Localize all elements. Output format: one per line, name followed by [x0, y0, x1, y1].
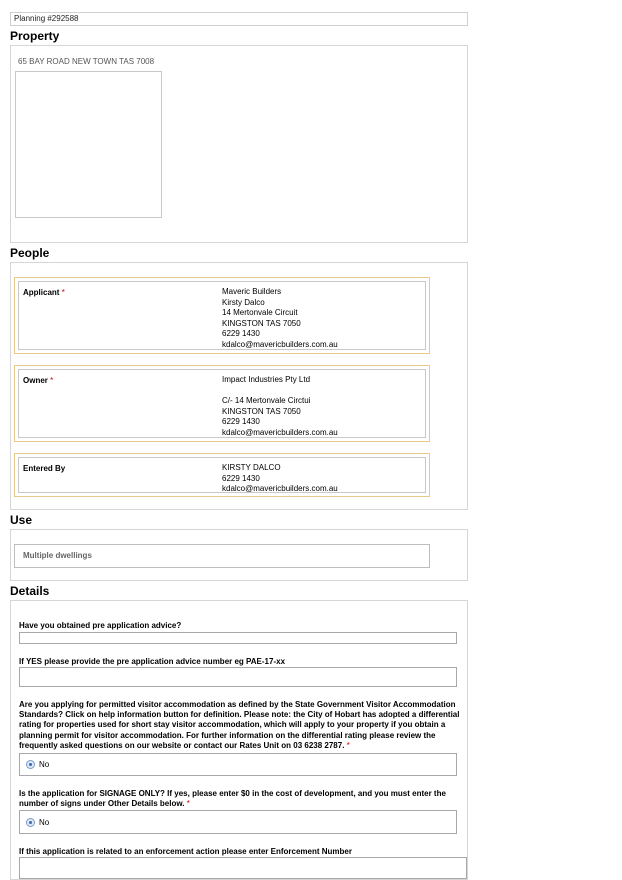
applicant-name: Kirsty Dalco — [222, 297, 265, 307]
radio-selected-icon[interactable] — [26, 818, 35, 827]
signage-only-question: Is the application for SIGNAGE ONLY? If yes, please enter $0 in the cost of development, and you must enter the number of signs under Other Details below. * — [19, 789, 446, 809]
entered-by-label: Entered By — [23, 464, 66, 473]
property-panel — [10, 45, 468, 243]
applicant-details — [222, 287, 338, 350]
use-panel — [10, 529, 468, 581]
owner-label: Owner * — [23, 376, 54, 385]
people-panel — [10, 262, 468, 510]
property-map[interactable] — [15, 71, 162, 218]
applicant-phone: 6229 1430 — [222, 329, 260, 338]
property-address: 65 BAY ROAD NEW TOWN TAS 7008 — [18, 57, 155, 66]
applicant-suburb: KINGSTON TAS 7050 — [222, 318, 301, 328]
signage-only-answer[interactable] — [19, 810, 457, 834]
enforcement-number-field[interactable] — [19, 857, 467, 879]
entered-by-phone: 6229 1430 — [222, 473, 260, 483]
visitor-accommodation-answer-label: No — [39, 760, 50, 769]
owner-card — [14, 365, 430, 442]
owner-email: kdalco@mavericbuilders.com.au — [222, 427, 338, 437]
owner-suburb: KINGSTON TAS 7050 — [222, 406, 301, 416]
details-heading: Details — [10, 584, 50, 598]
applicant-email: kdalco@mavericbuilders.com.au — [222, 339, 338, 349]
owner-phone: 6229 1430 — [222, 417, 260, 426]
application-reference: Planning #292588 — [10, 12, 468, 26]
owner-company: Impact Industries Pty Ltd — [222, 375, 311, 384]
required-marker: * — [50, 376, 54, 385]
pre-application-advice-question: Have you obtained pre application advice? — [19, 621, 182, 630]
owner-details — [222, 375, 338, 438]
enforcement-number-question: If this application is related to an enforcement action please enter Enforcement Number — [19, 847, 352, 856]
visitor-accommodation-question: Are you applying for permitted visitor accommodation as defined by the State Government Visitor Accommodation Standards? Click on help information button for definition. Please note: the City of Hobart has adopted a differential rating for properties used for short stay visitor accommodation, which will apply to your property if you obtain a planning permit for visitor accommodation. For further information on the differential rating please review the frequently asked questions on our website or contact our Rates Unit on 03 6238 2787. * — [19, 700, 460, 750]
entered-by-details — [222, 463, 338, 495]
required-marker: * — [61, 288, 65, 297]
people-heading: People — [10, 246, 50, 260]
required-marker: * — [186, 799, 190, 809]
entered-by-name: KIRSTY DALCO — [222, 463, 281, 472]
entered-by-card — [14, 453, 430, 497]
visitor-accommodation-answer[interactable] — [19, 753, 457, 776]
radio-selected-icon[interactable] — [26, 760, 35, 769]
pre-application-number-question: If YES please provide the pre application advice number eg PAE-17-xx — [19, 657, 286, 666]
applicant-street: 14 Mertonvale Circuit — [222, 308, 298, 317]
signage-only-answer-label: No — [39, 817, 50, 827]
owner-blank-line — [222, 386, 338, 397]
applicant-card — [14, 277, 430, 354]
owner-street: C/- 14 Mertonvale Circtui — [222, 396, 311, 405]
pre-application-number-field[interactable] — [19, 667, 457, 687]
entered-by-email: kdalco@mavericbuilders.com.au — [222, 484, 338, 493]
property-heading: Property — [10, 29, 60, 43]
applicant-company: Maveric Builders — [222, 287, 282, 296]
use-heading: Use — [10, 513, 33, 527]
use-value[interactable]: Multiple dwellings — [14, 544, 430, 568]
pre-application-advice-field[interactable] — [19, 632, 457, 644]
required-marker: * — [346, 740, 350, 750]
applicant-label: Applicant * — [23, 288, 65, 297]
details-panel — [10, 600, 468, 880]
